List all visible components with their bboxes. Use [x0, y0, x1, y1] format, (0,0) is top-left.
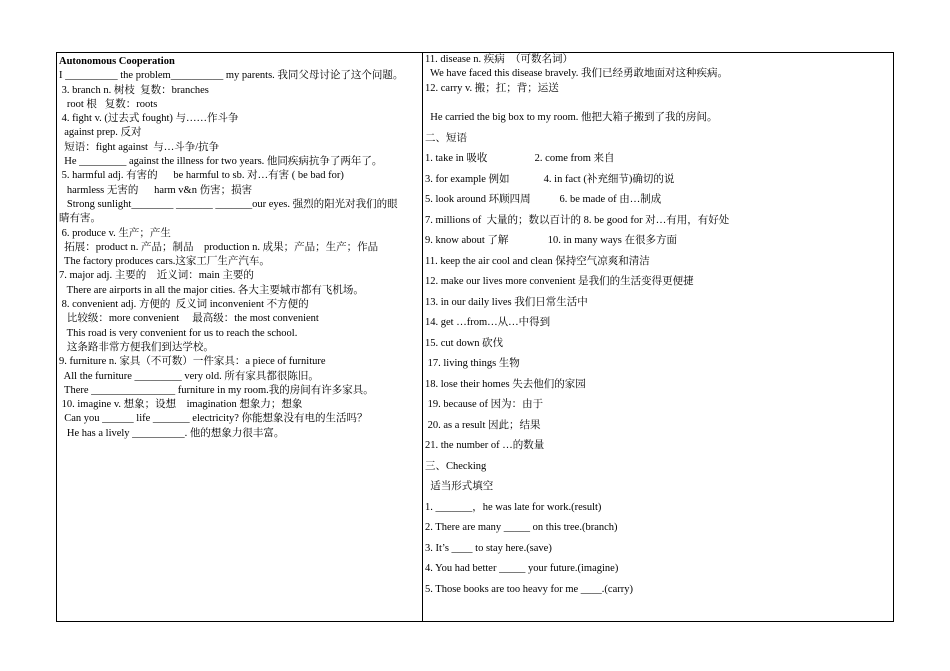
text-line: This road is very convenient for us to reach the school.	[59, 327, 298, 339]
phrase-item: 9. know about 了解 10. in many ways 在很多方面	[425, 235, 677, 247]
text-line: 比较级：more convenient 最高级：the most convenient	[59, 313, 319, 325]
phrase-item: 17. living things 生物	[425, 358, 520, 370]
phrase-list	[425, 149, 891, 457]
text-line: 9. furniture n. 家具（不可数）一件家具：a piece of furniture	[59, 356, 326, 368]
checking-instruction: 适当形式填空	[425, 481, 494, 493]
exercise-list	[425, 498, 891, 601]
phrase-item: 3. for example 例如 4. in fact (补充细节)确切的说	[425, 173, 675, 185]
text-line: 6. produce v. 生产；产生	[59, 227, 171, 239]
vocab-line: We have faced this disease bravely. 我们已经勇敢地面对这种疾病。	[425, 68, 729, 80]
text-line: There are airports in all the major cities. 各大主要城市都有飞机场。	[59, 284, 364, 296]
text-line: Can you ______ life _______ electricity? 你能想象没有电的生活吗？	[59, 413, 368, 425]
phrase-item: 15. cut down 砍伐	[425, 337, 504, 349]
phrase-item: 14. get …from…从…中得到	[425, 317, 551, 329]
phrase-item: 20. as a result 因此；结果	[425, 419, 541, 431]
text-line: harmless 无害的 harm v&n 伤害；损害	[59, 184, 253, 196]
vocab-line: 11. disease n. 疾病 （可数名词）	[425, 54, 574, 65]
text-line: 短语：fight against 与…斗争/抗争	[59, 141, 220, 153]
phrase-item: 12. make our lives more convenient 是我们的生活变得更便捷	[425, 276, 694, 288]
phrase-item: 21. the number of …的数量	[425, 440, 545, 452]
text-line: 睛有害。	[59, 213, 101, 225]
text-line: 10. imagine v. 想象；设想 imagination 想象力；想象	[59, 399, 303, 411]
text-line: He _________ against the illness for two years. 他同疾病抗争了两年了。	[59, 156, 383, 168]
left-column	[59, 53, 419, 441]
phrases-heading: 二、短语	[425, 132, 467, 144]
phrase-item: 13. in our daily lives 我们日常生活中	[425, 296, 588, 308]
text-line: There ________________ furniture in my room.我的房间有许多家具。	[59, 384, 374, 396]
text-line: 拓展：product n. 产品；制品 production n. 成果；产品；生产；作品	[59, 241, 379, 253]
text-line: against prep. 反对	[59, 127, 142, 139]
text-line: 8. convenient adj. 方便的 反义词 inconvenient 不方便的	[59, 299, 309, 311]
exercise-item: 2. There are many _____ on this tree.(branch)	[425, 522, 618, 534]
section-title: Autonomous Cooperation	[59, 56, 175, 67]
phrase-item: 18. lose their homes 失去他们的家园	[425, 378, 586, 390]
worksheet-table	[56, 52, 894, 622]
column-divider	[422, 53, 423, 621]
vocab-line: He carried the big box to my room. 他把大箱子搬到了我的房间。	[425, 111, 718, 123]
text-line: I __________ the problem__________ my parents. 我同父母讨论了这个问题。	[59, 70, 404, 82]
text-line: root 根 复数：roots	[59, 98, 158, 110]
text-line: All the furniture _________ very old. 所有家具都很陈旧。	[59, 370, 319, 382]
text-line: 3. branch n. 树枝 复数：branches	[59, 84, 209, 96]
text-line: 4. fight v. (过去式 fought) 与……作斗争	[59, 113, 239, 125]
text-line: 这条路非常方便我们到达学校。	[59, 341, 214, 353]
exercise-item: 1. _______，he was late for work.(result)	[425, 501, 602, 513]
exercise-item: 5. Those books are too heavy for me ____.(carry)	[425, 583, 633, 595]
phrase-item: 11. keep the air cool and clean 保持空气凉爽和清洁	[425, 255, 650, 267]
vocab-block	[425, 53, 891, 125]
right-column	[425, 53, 891, 600]
phrase-item: 7. millions of 大量的；数以百计的 8. be good for 对…有用，有好处	[425, 214, 730, 226]
phrase-item: 19. because of 因为：由于	[425, 399, 544, 411]
text-line: 7. major adj. 主要的 近义词：main 主要的	[59, 270, 254, 282]
exercise-item: 3. It’s ____ to stay here.(save)	[425, 542, 552, 554]
text-line: The factory produces cars.这家工厂生产汽车。	[59, 256, 270, 268]
text-line: Strong sunlight________ _______ _______our eyes. 强烈的阳光对我们的眼	[59, 198, 398, 210]
phrase-item: 5. look around 环顾四周 6. be made of 由…制成	[425, 194, 662, 206]
text-line: 5. harmful adj. 有害的 be harmful to sb. 对…有害 ( be bad for)	[59, 170, 344, 182]
vocab-line: 12. carry v. 搬；扛；背；运送	[425, 82, 559, 94]
phrase-item: 1. take in 吸收 2. come from 来自	[425, 153, 615, 165]
checking-heading: 三、Checking	[425, 460, 487, 472]
left-lines	[59, 69, 419, 441]
text-line: He has a lively __________. 他的想象力很丰富。	[59, 427, 285, 439]
vocab-line	[425, 96, 891, 110]
exercise-item: 4. You had better _____ your future.(imagine)	[425, 563, 619, 575]
